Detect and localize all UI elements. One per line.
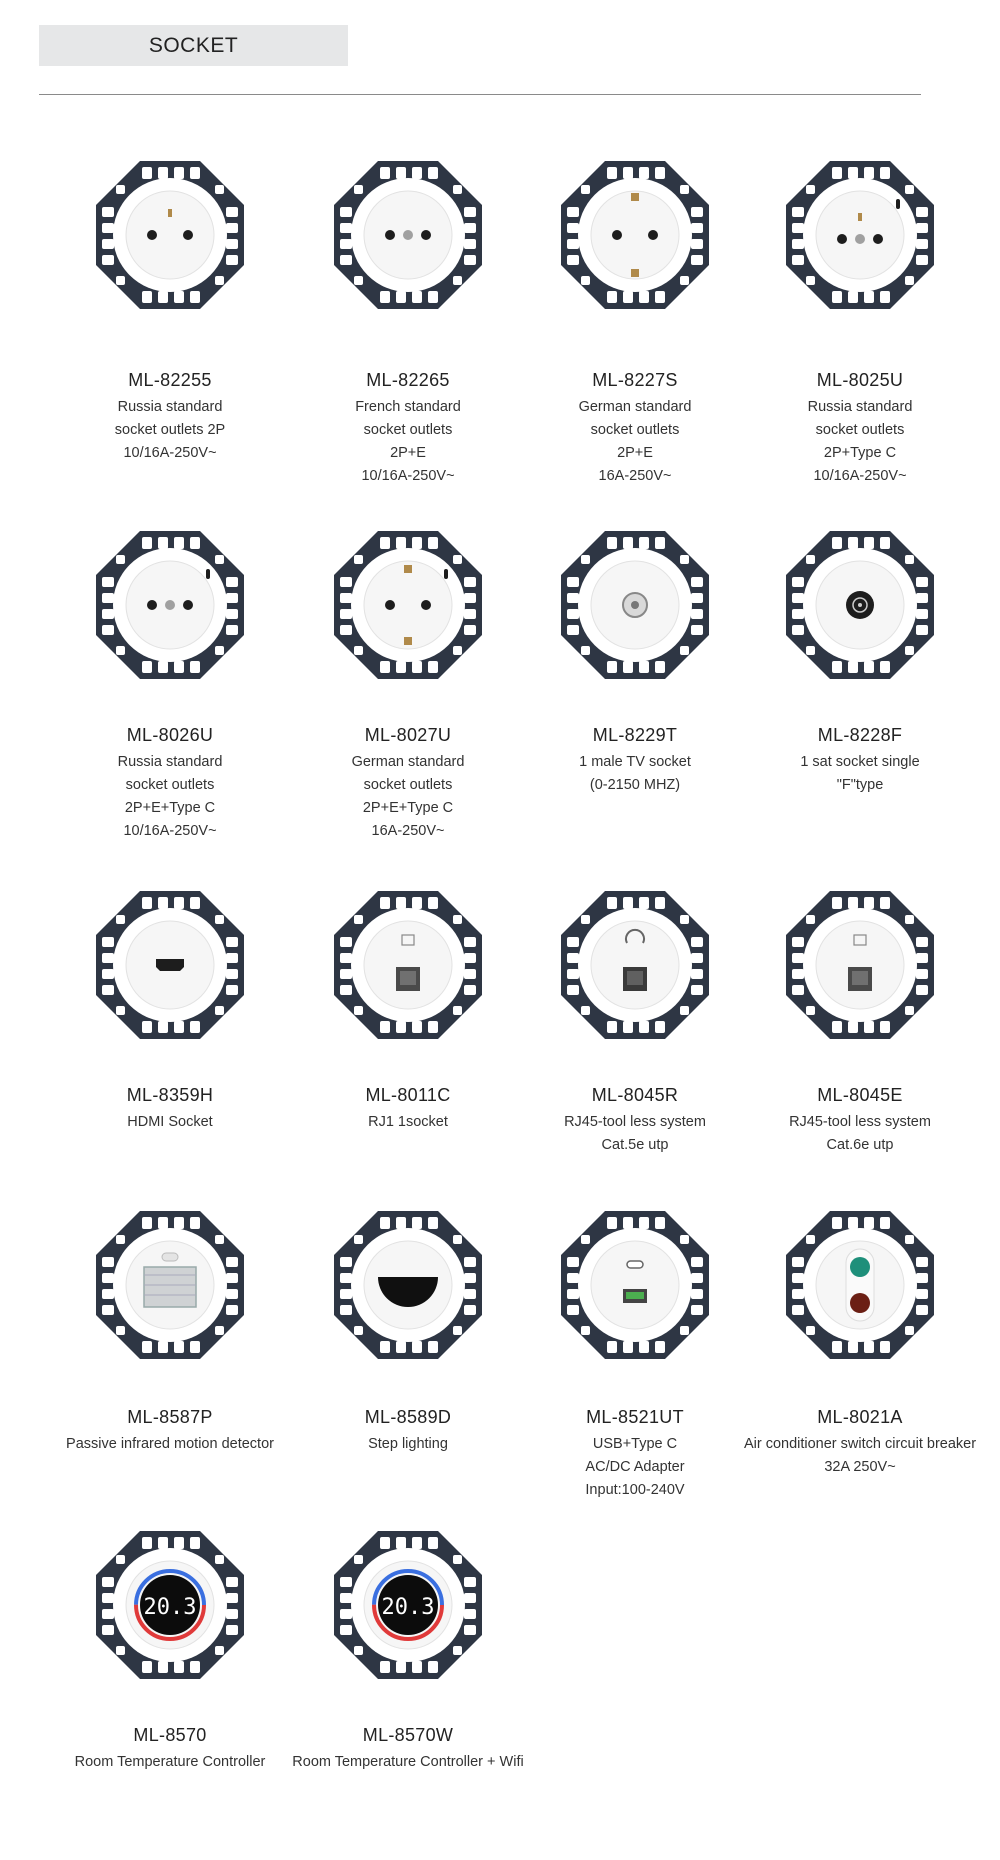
socket-french-icon	[328, 155, 488, 315]
thermostat-display: 20.3	[381, 1595, 435, 1620]
description-line: 1 male TV socket	[579, 754, 691, 770]
product-code: ML-8229T	[592, 725, 678, 745]
description-line: RJ1 1socket	[368, 1114, 448, 1130]
description-line: 2P+E	[617, 445, 653, 461]
product-code: ML-8011C	[365, 1085, 451, 1105]
product-card	[288, 885, 528, 1141]
description-line: Room Temperature Controller	[74, 1754, 266, 1770]
description-line: German standard	[351, 754, 465, 770]
product-card	[50, 1205, 290, 1463]
product-description	[515, 1111, 755, 1157]
product-code: ML-8021A	[817, 1407, 903, 1427]
ac-breaker-icon	[780, 1205, 940, 1365]
description-line: German standard	[578, 399, 692, 415]
description-line: Step lighting	[368, 1436, 448, 1452]
product-code: ML-8570	[133, 1725, 207, 1745]
product-code: ML-82255	[128, 370, 212, 390]
product-card	[740, 1205, 980, 1486]
description-line: socket outlets	[363, 422, 453, 438]
rj11-socket-icon	[328, 885, 488, 1045]
product-description	[515, 1433, 755, 1502]
description-line: 32A 250V~	[824, 1459, 896, 1475]
product-code: ML-8227S	[592, 370, 678, 390]
description-line: 10/16A-250V~	[123, 823, 217, 839]
product-description	[50, 396, 290, 465]
thermostat-display: 20.3	[143, 1595, 197, 1620]
product-description	[288, 751, 528, 843]
product-card	[288, 1525, 528, 1781]
product-card	[515, 525, 755, 804]
product-code: ML-8045R	[591, 1085, 679, 1105]
product-card	[740, 155, 980, 495]
description-line: RJ45-tool less system	[564, 1114, 706, 1130]
product-code: ML-8025U	[816, 370, 904, 390]
product-description	[50, 1433, 290, 1456]
product-code: ML-82265	[366, 370, 450, 390]
description-line: 10/16A-250V~	[123, 445, 217, 461]
tv-socket-icon	[555, 525, 715, 685]
description-line: "F"type	[836, 777, 884, 793]
description-line: 2P+E	[390, 445, 426, 461]
rj45-cat6e-icon	[780, 885, 940, 1045]
description-line: Air conditioner switch circuit breaker	[743, 1436, 977, 1452]
description-line: socket outlets	[125, 777, 215, 793]
description-line: socket outlets	[590, 422, 680, 438]
product-card	[288, 1205, 528, 1463]
description-line: 2P+E+Type C	[362, 800, 454, 816]
socket-2pe-typec-icon	[90, 525, 250, 685]
description-line: Russia standard	[807, 399, 913, 415]
product-description	[50, 751, 290, 843]
section-divider	[39, 94, 921, 95]
product-description	[740, 1111, 980, 1157]
product-description	[288, 396, 528, 488]
motion-detector-icon	[90, 1205, 250, 1365]
description-line: 2P+E+Type C	[124, 800, 216, 816]
thermostat-wifi-icon	[328, 1525, 488, 1685]
description-line: 1 sat socket single	[800, 754, 920, 770]
product-card	[50, 885, 290, 1141]
product-description	[740, 396, 980, 488]
product-card	[50, 155, 290, 472]
product-card	[288, 525, 528, 850]
product-description	[740, 751, 980, 797]
socket-2p-typec-icon	[780, 155, 940, 315]
product-description	[288, 1751, 528, 1774]
product-description	[288, 1433, 528, 1456]
description-line: 2P+Type C	[823, 445, 897, 461]
rj45-cat5e-icon	[555, 885, 715, 1045]
description-line: Room Temperature Controller + Wifi	[292, 1754, 524, 1770]
product-card	[740, 525, 980, 804]
socket-schuko-icon	[555, 155, 715, 315]
product-card	[515, 885, 755, 1164]
step-light-icon	[328, 1205, 488, 1365]
description-line: 10/16A-250V~	[813, 468, 907, 484]
section-title: SOCKET	[148, 33, 239, 57]
product-description	[515, 751, 755, 797]
socket-2p-round-icon	[90, 155, 250, 315]
description-line: Cat.6e utp	[826, 1137, 894, 1153]
sat-socket-icon	[780, 525, 940, 685]
product-code: ML-8570W	[362, 1725, 454, 1745]
description-line: 16A-250V~	[371, 823, 445, 839]
product-description	[50, 1751, 290, 1774]
product-code: ML-8228F	[817, 725, 903, 745]
description-line: socket outlets 2P	[114, 422, 226, 438]
product-code: ML-8587P	[127, 1407, 213, 1427]
description-line: 16A-250V~	[598, 468, 672, 484]
product-code: ML-8521UT	[586, 1407, 684, 1427]
product-card	[740, 885, 980, 1164]
product-description	[50, 1111, 290, 1134]
thermostat-icon	[90, 1525, 250, 1685]
product-card	[50, 525, 290, 850]
product-code: ML-8359H	[126, 1085, 214, 1105]
socket-schuko-typec-icon	[328, 525, 488, 685]
product-card	[288, 155, 528, 495]
description-line: AC/DC Adapter	[585, 1459, 685, 1475]
description-line: French standard	[355, 399, 461, 415]
product-code: ML-8027U	[364, 725, 452, 745]
section-title-tab	[39, 25, 348, 66]
product-card	[515, 1205, 755, 1509]
description-line: socket outlets	[363, 777, 453, 793]
product-code: ML-8045E	[817, 1085, 903, 1105]
hdmi-socket-icon	[90, 885, 250, 1045]
description-line: 10/16A-250V~	[361, 468, 455, 484]
description-line: USB+Type C	[592, 1436, 678, 1452]
description-line: Cat.5e utp	[601, 1137, 669, 1153]
product-description	[515, 396, 755, 488]
product-code: ML-8026U	[126, 725, 214, 745]
product-description	[288, 1111, 528, 1134]
description-line: (0-2150 MHZ)	[589, 777, 681, 793]
description-line: Russia standard	[117, 754, 223, 770]
description-line: Input:100-240V	[585, 1482, 685, 1498]
product-card	[50, 1525, 290, 1781]
description-line: Russia standard	[117, 399, 223, 415]
description-line: RJ45-tool less system	[789, 1114, 931, 1130]
product-code: ML-8589D	[364, 1407, 452, 1427]
product-description	[740, 1433, 980, 1479]
description-line: Passive infrared motion detector	[66, 1436, 274, 1452]
product-card	[515, 155, 755, 495]
description-line: socket outlets	[815, 422, 905, 438]
usb-typec-adapter-icon	[555, 1205, 715, 1365]
description-line: HDMI Socket	[127, 1114, 213, 1130]
